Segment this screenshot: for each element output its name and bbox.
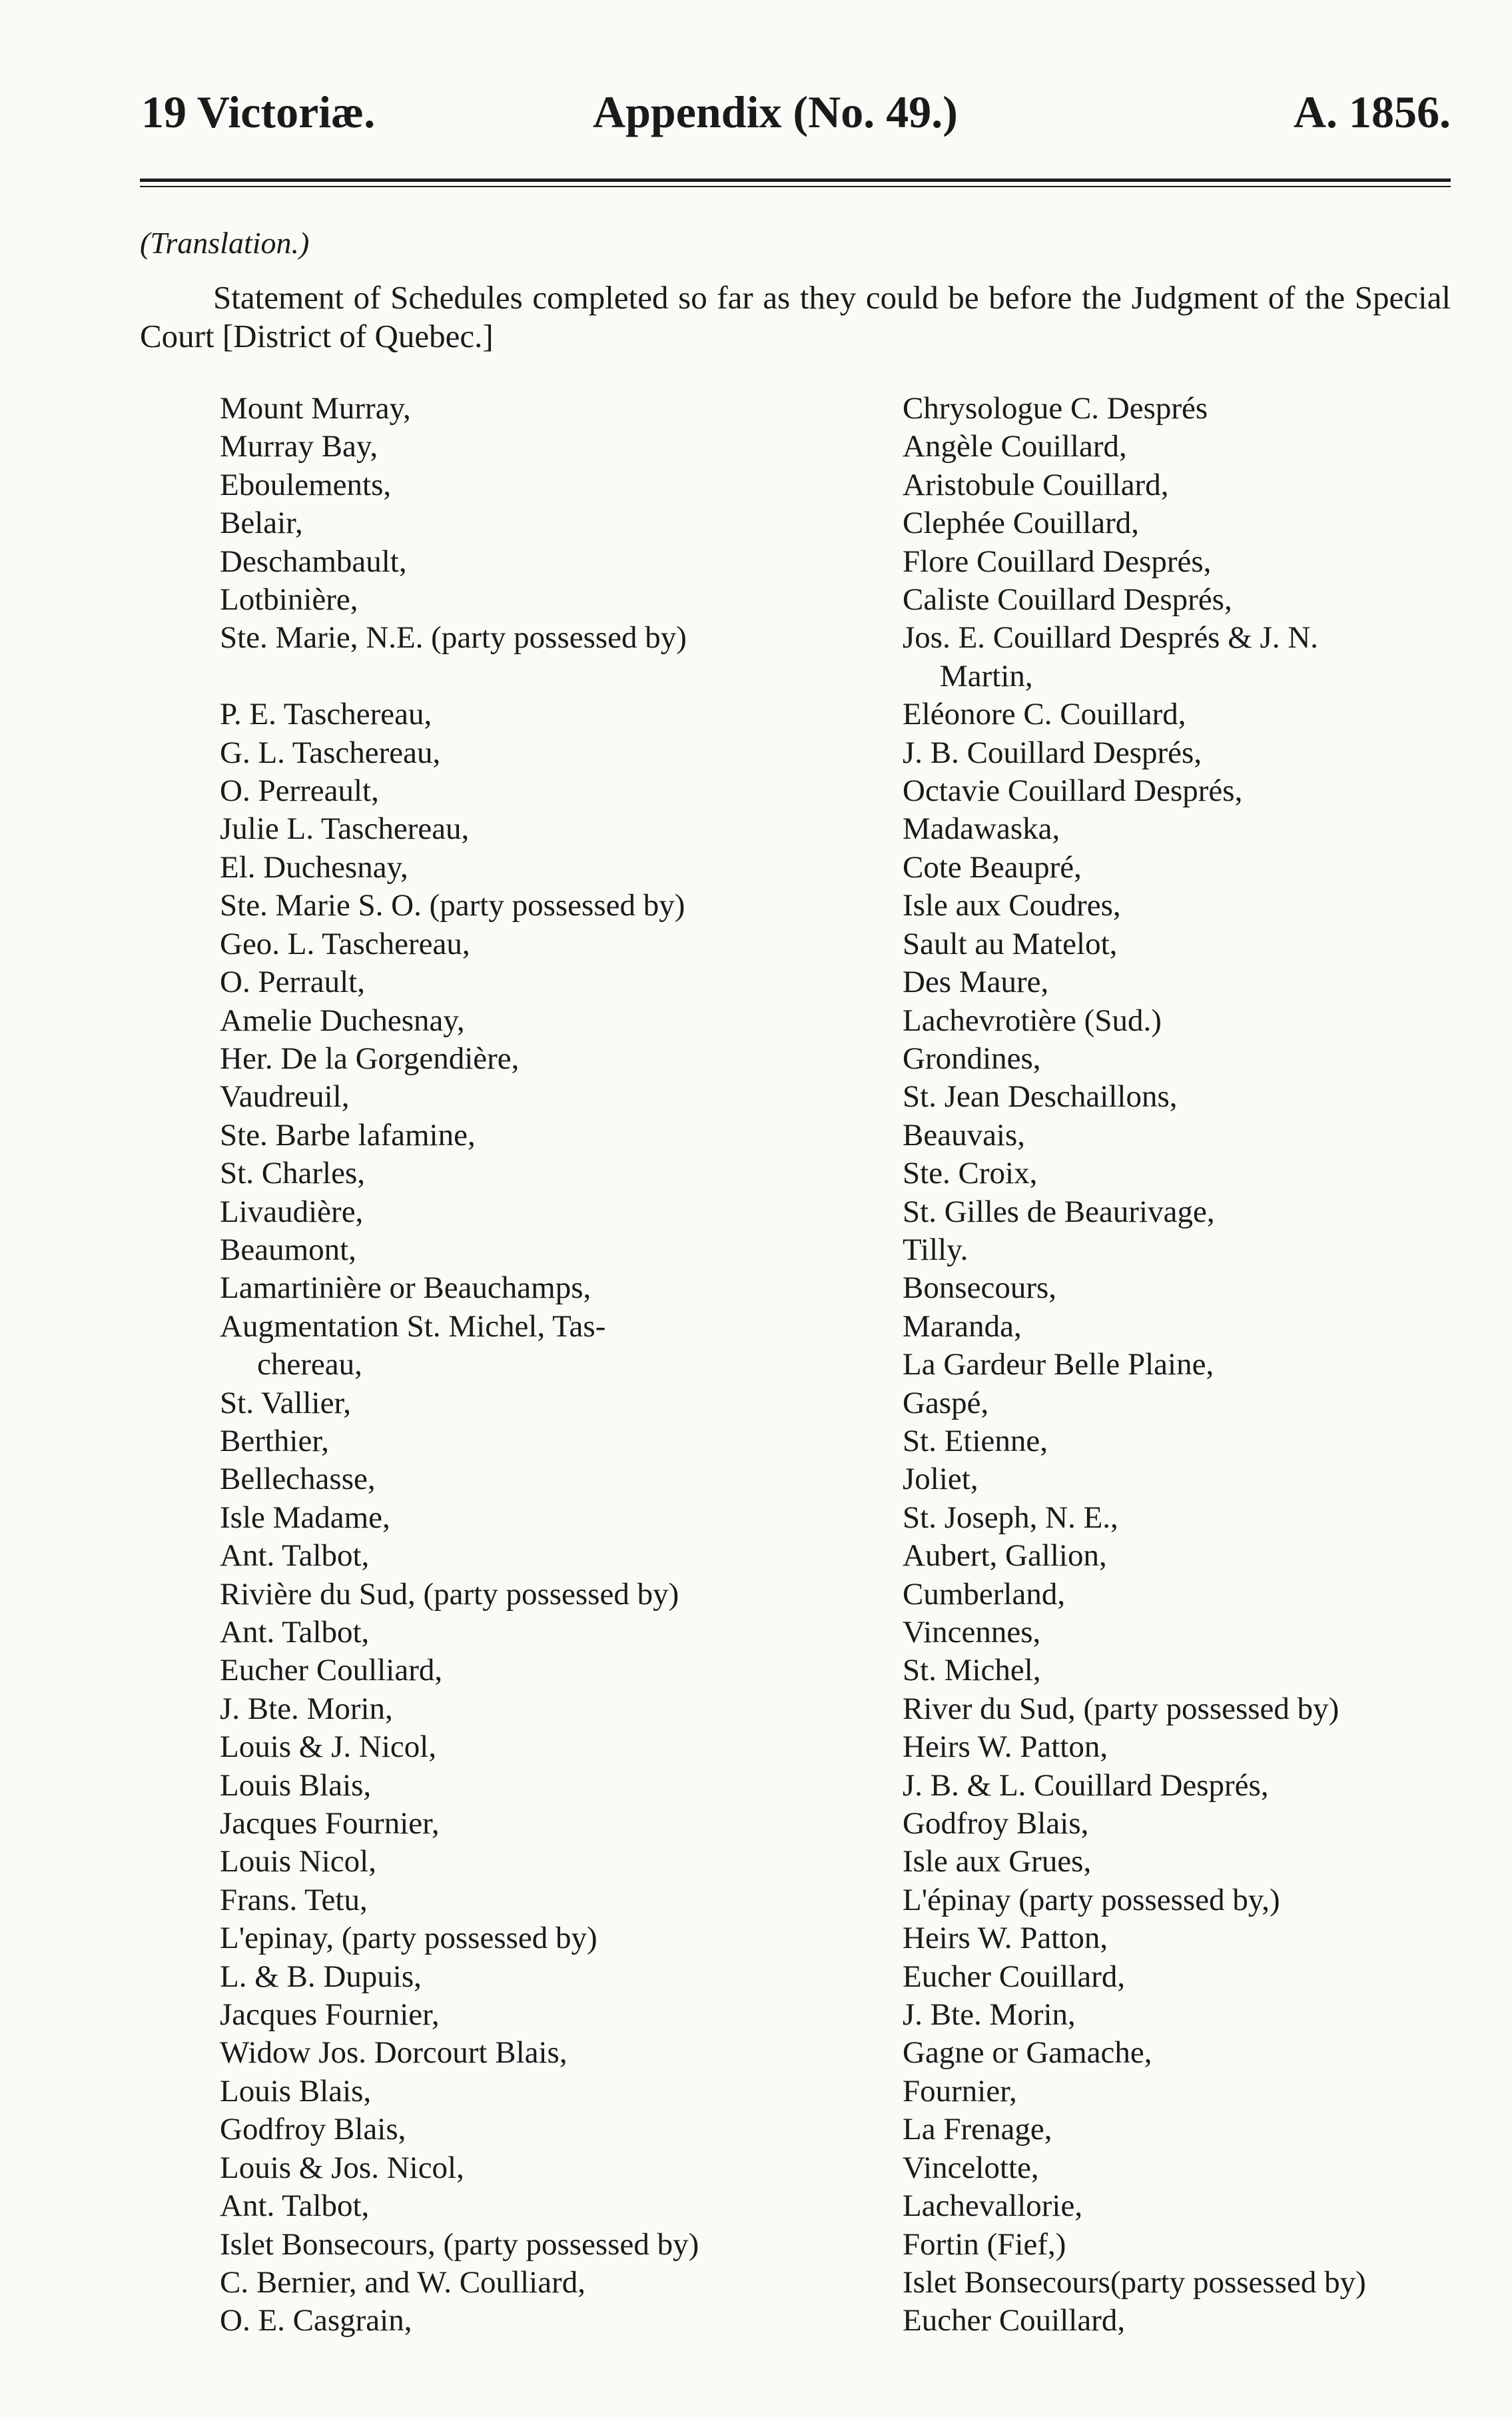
list-item: Beauvais, [903,1117,1026,1153]
list-item: La Gardeur Belle Plaine, [903,1347,1214,1382]
list-item: La Frenage, [903,2112,1052,2147]
list-item: Louis Blais, [220,2073,372,2109]
list-item: Eucher Couillard, [903,1959,1126,1994]
list-item: Chrysologue C. Després [903,391,1208,426]
list-item: Louis & Jos. Nicol, [220,2150,464,2185]
list-item: Beaumont, [220,1232,356,1267]
list-item: Martin, [940,658,1033,694]
list-item: J. Bte. Morin, [220,1691,393,1726]
list-item: St. Jean Deschaillons, [903,1079,1178,1115]
list-item: St. Joseph, N. E., [903,1500,1118,1535]
list-item: Ste. Croix, [903,1156,1038,1191]
statement-paragraph: Statement of Schedules completed so far as they could be before the Judgment of the Special Court [District of Quebec.] [140,279,1451,354]
list-item: L'épinay (party possessed by,) [903,1882,1280,1917]
list-item: Isle aux Grues, [903,1844,1092,1879]
list-item: Ste. Marie, N.E. (party possessed by) [220,620,687,656]
list-item: El. Duchesnay, [220,849,408,885]
list-item: Lachevrotière (Sud.) [903,1003,1162,1038]
list-item: Widow Jos. Dorcourt Blais, [220,2035,567,2071]
list-item: O. Perreault, [220,773,379,809]
list-item: Des Maure, [903,965,1049,1000]
list-item: Godfroy Blais, [220,2112,406,2147]
list-item: Islet Bonsecours, (party possessed by) [220,2226,699,2262]
list-item: Eboulements, [220,467,392,502]
list-item: Julie L. Taschereau, [220,811,470,847]
list-item: St. Charles, [220,1156,366,1191]
list-item: Islet Bonsecours(party possessed by) [903,2264,1366,2300]
header-appendix: Appendix (No. 49.) [593,87,958,137]
list-item: J. B. Couillard Després, [903,735,1202,770]
list-item: Rivière du Sud, (party possessed by) [220,1576,679,1612]
list-item: Jacques Fournier, [220,1806,440,1841]
list-item: Her. De la Gorgendière, [220,1041,520,1076]
list-item: Cumberland, [903,1576,1066,1612]
list-item: Ant. Talbot, [220,1615,370,1650]
list-item: Aubert, Gallion, [903,1538,1107,1574]
list-item: Lotbinière, [220,582,358,618]
right-column-list [903,390,1489,2340]
list-item: Louis Nicol, [220,1844,376,1879]
header-rule-thick [140,179,1451,182]
list-item: P. E. Taschereau, [220,697,432,732]
translation-label: (Translation.) [140,226,310,260]
list-item: Belair, [220,506,303,541]
list-item: O. Perrault, [220,965,365,1000]
list-item: St. Michel, [903,1653,1041,1688]
list-item: Augmentation St. Michel, Tas- [220,1308,606,1344]
list-item: Heirs W. Patton, [903,1729,1108,1765]
list-item: Gagne or Gamache, [903,2035,1152,2071]
list-item: Isle Madame, [220,1500,390,1535]
list-item: Jacques Fournier, [220,1997,440,2033]
list-item: chereau, [257,1347,362,1382]
list-item: C. Bernier, and W. Coulliard, [220,2264,585,2300]
list-item: Gaspé, [903,1385,989,1420]
list-item: Grondines, [903,1041,1041,1076]
list-item: Aristobule Couillard, [903,467,1169,502]
list-item: Vincelotte, [903,2150,1039,2185]
list-item: Eucher Couillard, [903,2303,1126,2338]
list-item: Heirs W. Patton, [903,1921,1108,1956]
list-item: Madawaska, [903,811,1060,847]
header-session: 19 Victoriæ. [141,87,376,137]
list-item: Ant. Talbot, [220,1538,370,1574]
header-rule-thin [140,186,1451,187]
list-item: G. L. Taschereau, [220,735,441,770]
list-item: Fortin (Fief,) [903,2226,1066,2262]
list-item: Isle aux Coudres, [903,888,1121,923]
list-item: Vincennes, [903,1615,1041,1650]
list-item: Frans. Tetu, [220,1882,368,1917]
list-item [220,658,793,696]
list-item: St. Vallier, [220,1385,351,1420]
list-item: Bellechasse, [220,1462,376,1497]
list-item: Angèle Couillard, [903,429,1127,464]
list-item: L'epinay, (party possessed by) [220,1921,597,1956]
list-item: J. Bte. Morin, [903,1997,1076,2033]
list-item: Eléonore C. Couillard, [903,697,1186,732]
list-item: Sault au Matelot, [903,926,1118,961]
list-item: Clephée Couillard, [903,506,1140,541]
list-item: Amelie Duchesnay, [220,1003,465,1038]
list-item: J. B. & L. Couillard Després, [903,1767,1269,1803]
list-item: St. Gilles de Beaurivage, [903,1194,1215,1229]
list-item: River du Sud, (party possessed by) [903,1691,1339,1726]
list-item: Mount Murray, [220,391,411,426]
list-item: Lamartinière or Beauchamps, [220,1270,591,1306]
list-item: Cote Beaupré, [903,849,1082,885]
list-item: Lachevallorie, [903,2188,1083,2224]
list-item: Livaudière, [220,1194,364,1229]
list-item: Tilly. [903,1232,968,1267]
list-item: Maranda, [903,1308,1022,1344]
list-item: Geo. L. Taschereau, [220,926,470,961]
list-item: Ant. Talbot, [220,2188,370,2224]
list-item: Eucher Coulliard, [220,1653,443,1688]
list-item: O. E. Casgrain, [220,2303,412,2338]
list-item: L. & B. Dupuis, [220,1959,422,1994]
list-item: Fournier, [903,2073,1017,2109]
left-column-list [220,390,793,2340]
list-item: Bonsecours, [903,1270,1057,1306]
list-item: St. Etienne, [903,1423,1048,1458]
list-item: Octavie Couillard Després, [903,773,1243,809]
list-item: Flore Couillard Després, [903,544,1212,579]
list-item: Deschambault, [220,544,407,579]
list-item: Murray Bay, [220,429,378,464]
list-item: Louis Blais, [220,1767,372,1803]
list-item: Berthier, [220,1423,329,1458]
header-year: A. 1856. [1293,87,1451,137]
list-item: Joliet, [903,1462,978,1497]
list-item: Louis & J. Nicol, [220,1729,437,1765]
list-item: Jos. E. Couillard Després & J. N. [903,620,1319,656]
list-item: Godfroy Blais, [903,1806,1089,1841]
list-item: Vaudreuil, [220,1079,350,1115]
list-item: Ste. Barbe lafamine, [220,1117,476,1153]
list-item: Ste. Marie S. O. (party possessed by) [220,888,685,923]
list-item: Caliste Couillard Després, [903,582,1232,618]
